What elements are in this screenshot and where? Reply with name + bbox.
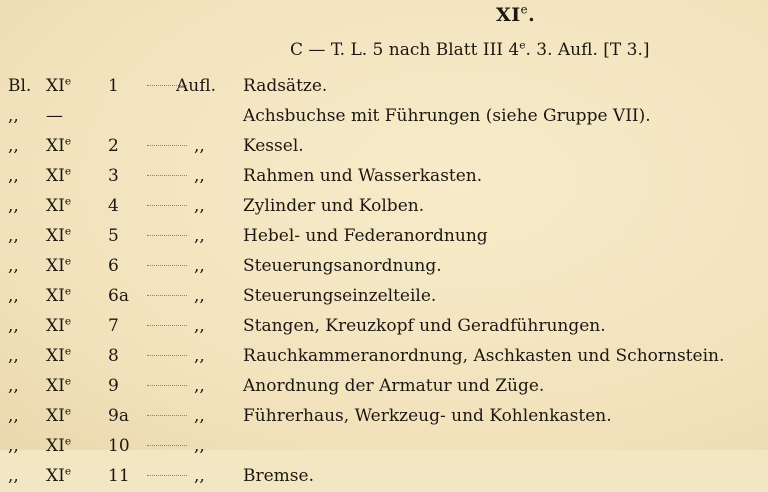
page-subtitle — [290, 40, 650, 60]
edition-label: ,, — [194, 466, 205, 486]
series-code-superscript: e — [64, 255, 72, 268]
list-item — [0, 462, 768, 492]
series-code-superscript: e — [64, 135, 72, 148]
series-code — [46, 286, 71, 306]
sheet-label: ,, — [8, 436, 19, 456]
series-code — [46, 106, 63, 126]
subtitle-part-a: C — T. L. 5 nach Blatt III 4 — [290, 40, 520, 60]
dot-leader — [147, 415, 187, 416]
sheet-number: 5 — [108, 226, 119, 246]
subtitle-superscript: e — [519, 39, 526, 52]
subtitle-part-b: . 3. Aufl. [T 3.] — [525, 40, 650, 60]
title-main: XI — [496, 4, 521, 26]
sheet-label: ,, — [8, 256, 19, 276]
sheet-description: Rauchkammeranordnung, Aschkasten und Schornstein. — [243, 346, 725, 366]
dot-leader — [147, 145, 187, 146]
sheet-label: ,, — [8, 466, 19, 486]
sheet-description: Führerhaus, Werkzeug- und Kohlenkasten. — [243, 406, 612, 426]
sheet-number: 8 — [108, 346, 119, 366]
sheet-number: 4 — [108, 196, 119, 216]
sheet-description: Kessel. — [243, 136, 304, 156]
series-code — [46, 316, 71, 336]
series-code — [46, 166, 71, 186]
sheet-number: 11 — [108, 466, 130, 486]
sheet-label: ,, — [8, 286, 19, 306]
list-item — [0, 192, 768, 222]
series-code-superscript: e — [64, 225, 72, 238]
list-item — [0, 132, 768, 162]
list-item — [0, 162, 768, 192]
series-code-main: XI — [46, 376, 65, 396]
series-code-main: XI — [46, 196, 65, 216]
series-code-superscript: e — [64, 345, 72, 358]
sheet-label: ,, — [8, 376, 19, 396]
series-code-main: XI — [46, 466, 65, 486]
sheet-label: ,, — [8, 316, 19, 336]
edition-label: ,, — [194, 406, 205, 426]
sheet-label: ,, — [8, 406, 19, 426]
series-code-superscript: e — [64, 375, 72, 388]
sheet-description: Steuerungsanordnung. — [243, 256, 442, 276]
edition-label: ,, — [194, 376, 205, 396]
sheet-label: Bl. — [8, 76, 32, 96]
series-code-main: XI — [46, 436, 65, 456]
dot-leader — [147, 445, 187, 446]
sheet-label: ,, — [8, 136, 19, 156]
list-item — [0, 372, 768, 402]
dot-leader — [147, 235, 187, 236]
series-code-superscript: e — [64, 285, 72, 298]
series-code-main: XI — [46, 136, 65, 156]
dot-leader — [147, 295, 187, 296]
sheet-number: 1 — [108, 76, 119, 96]
series-code — [46, 376, 71, 396]
edition-label: ,, — [194, 346, 205, 366]
series-code — [46, 466, 71, 486]
sheet-label: ,, — [8, 106, 19, 126]
series-code-main: XI — [46, 256, 65, 276]
sheet-label: ,, — [8, 166, 19, 186]
edition-label: ,, — [194, 286, 205, 306]
series-code — [46, 76, 71, 96]
sheet-number: 10 — [108, 436, 130, 456]
series-code-main: XI — [46, 346, 65, 366]
sheet-description: Bremse. — [243, 466, 314, 486]
edition-label: Aufl. — [176, 76, 216, 96]
list-item — [0, 102, 768, 132]
sheet-number: 2 — [108, 136, 119, 156]
series-code-superscript: e — [64, 315, 72, 328]
series-code — [46, 136, 71, 156]
series-code — [46, 226, 71, 246]
series-code-main: XI — [46, 316, 65, 336]
series-code — [46, 256, 71, 276]
dot-leader — [147, 265, 187, 266]
sheet-description: Zylinder und Kolben. — [243, 196, 425, 216]
sheet-number: 9a — [108, 406, 129, 426]
sheet-number: 3 — [108, 166, 119, 186]
series-code-main: XI — [46, 76, 65, 96]
series-code — [46, 346, 71, 366]
edition-label: ,, — [194, 136, 205, 156]
list-item — [0, 342, 768, 372]
list-item — [0, 432, 768, 462]
series-code — [46, 196, 71, 216]
sheet-label: ,, — [8, 226, 19, 246]
dot-leader — [147, 175, 187, 176]
series-code-superscript: e — [64, 195, 72, 208]
edition-label: ,, — [194, 436, 205, 456]
list-item — [0, 402, 768, 432]
edition-label: ,, — [194, 256, 205, 276]
series-code-superscript: e — [64, 435, 72, 448]
dot-leader — [147, 325, 187, 326]
title-superscript: e — [520, 2, 529, 17]
title-suffix: . — [528, 4, 536, 26]
dot-leader — [147, 385, 187, 386]
sheet-label: ,, — [8, 346, 19, 366]
edition-label: ,, — [194, 226, 205, 246]
sheet-number: 7 — [108, 316, 119, 336]
series-code-main: XI — [46, 226, 65, 246]
series-code-superscript: e — [64, 465, 72, 478]
series-code-superscript: e — [64, 75, 72, 88]
sheet-description: Radsätze. — [243, 76, 328, 96]
dot-leader — [147, 205, 187, 206]
list-item — [0, 222, 768, 252]
list-item — [0, 312, 768, 342]
sheet-list — [0, 72, 768, 492]
sheet-description: Stangen, Kreuzkopf und Geradführungen. — [243, 316, 606, 336]
edition-label: ,, — [194, 196, 205, 216]
series-code-main: — — [46, 106, 63, 126]
series-code-superscript: e — [64, 405, 72, 418]
edition-label: ,, — [194, 316, 205, 336]
page-title — [496, 4, 535, 26]
series-code-superscript: e — [64, 165, 72, 178]
dot-leader — [147, 475, 187, 476]
list-item — [0, 282, 768, 312]
series-code — [46, 436, 71, 456]
dot-leader — [147, 355, 187, 356]
series-code-main: XI — [46, 166, 65, 186]
sheet-label: ,, — [8, 196, 19, 216]
list-item — [0, 72, 768, 102]
series-code — [46, 406, 71, 426]
sheet-description: Anordnung der Armatur und Züge. — [243, 376, 545, 396]
sheet-number: 6a — [108, 286, 129, 306]
sheet-number: 9 — [108, 376, 119, 396]
series-code-main: XI — [46, 286, 65, 306]
sheet-description: Achsbuchse mit Führungen (siehe Gruppe VII). — [243, 106, 651, 126]
sheet-description: Rahmen und Wasserkasten. — [243, 166, 483, 186]
sheet-description: Steuerungseinzelteile. — [243, 286, 437, 306]
edition-label: ,, — [194, 166, 205, 186]
sheet-description: Hebel- und Federanordnung — [243, 226, 488, 246]
list-item — [0, 252, 768, 282]
series-code-main: XI — [46, 406, 65, 426]
sheet-number: 6 — [108, 256, 119, 276]
